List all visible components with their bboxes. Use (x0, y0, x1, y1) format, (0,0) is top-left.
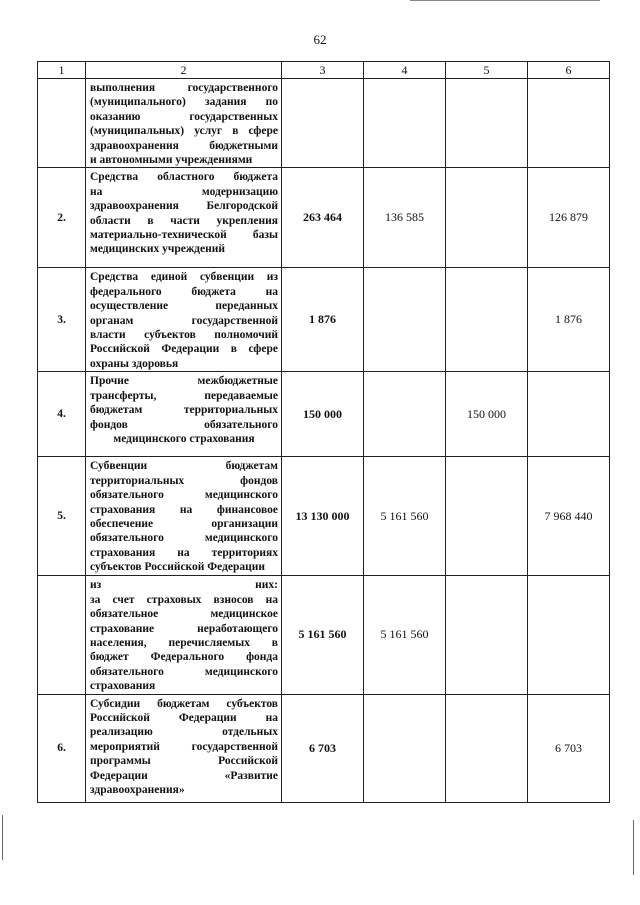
description-line: органам государственной (90, 314, 278, 327)
row-number: 6. (38, 694, 86, 802)
value-cell-col-6 (528, 79, 610, 168)
row-description (86, 79, 282, 168)
description-line: Средства единой субвенции из (90, 271, 278, 284)
table-header-row (38, 62, 610, 79)
column-header: 4 (364, 62, 446, 79)
description-line: и автономными учреждениями (90, 154, 253, 167)
description-line: обязательного медицинского (90, 489, 278, 502)
value-cell-col-6 (528, 372, 610, 457)
description-line: обязательное медицинское (90, 608, 278, 621)
value-cell-col-5 (446, 79, 528, 168)
description-line: за счет страховых взносов на (90, 593, 278, 606)
value-cell-col-4 (364, 694, 446, 802)
table-row (38, 372, 610, 457)
description-line: Прочие межбюджетные (90, 375, 278, 388)
description-line: фондов обязательного (90, 418, 278, 431)
row-number (38, 79, 86, 168)
row-description (86, 576, 282, 694)
description-line: населения, перечисляемых в (90, 636, 278, 649)
value-cell-col-3: 1 876 (282, 268, 364, 372)
description-line: территориальных фондов (90, 474, 278, 487)
value-cell-col-5: 150 000 (446, 372, 528, 457)
value-cell-col-6: 6 703 (528, 694, 610, 802)
description-line: выполнения государственного (90, 82, 278, 94)
description-line: программы Российской (90, 755, 278, 768)
row-number (38, 576, 86, 694)
description-line: Субвенции бюджетам (90, 460, 278, 473)
value-cell-col-4 (364, 372, 446, 457)
scan-edge-mark (633, 820, 634, 875)
description-line: Российской Федерации на (90, 711, 278, 724)
description-line: федерального бюджета на (90, 285, 278, 298)
column-header: 6 (528, 62, 610, 79)
value-cell-col-6: 1 876 (528, 268, 610, 372)
description-line: охраны здоровья (90, 357, 179, 370)
description-line: трансферты, передаваемые (90, 389, 278, 402)
description-line: здравоохранения Белгородской (90, 200, 278, 213)
table-row (38, 694, 610, 802)
description-line: бюджет Федерального фонда (90, 651, 278, 664)
description-line: власти субъектов полномочий (90, 329, 278, 342)
budget-table (37, 61, 610, 803)
description-line: обязательного медицинского (90, 532, 278, 545)
value-cell-col-6 (528, 576, 610, 694)
row-description (86, 372, 282, 457)
column-header: 3 (282, 62, 364, 79)
column-header: 2 (86, 62, 282, 79)
table-row (38, 79, 610, 168)
value-cell-col-3: 5 161 560 (282, 576, 364, 694)
value-cell-col-4 (364, 268, 446, 372)
row-number: 2. (38, 168, 86, 268)
description-line: из них: (90, 579, 278, 592)
description-line: Средства областного бюджета (90, 171, 278, 184)
description-line: реализацию отдельных (90, 726, 278, 739)
value-cell-col-6: 7 968 440 (528, 457, 610, 576)
row-number: 5. (38, 457, 86, 576)
value-cell-col-3 (282, 79, 364, 168)
description-line: здравоохранения бюджетными (90, 139, 278, 152)
description-line: бюджетам территориальных (90, 404, 278, 417)
table-row (38, 576, 610, 694)
value-cell-col-4: 136 585 (364, 168, 446, 268)
row-number: 4. (38, 372, 86, 457)
value-cell-col-3: 13 130 000 (282, 457, 364, 576)
description-line: медицинского страхования (113, 432, 255, 445)
description-line: (муниципальных) услуг в сфере (90, 125, 278, 138)
description-line: Российской Федерации в сфере (90, 343, 278, 356)
value-cell-col-5 (446, 457, 528, 576)
value-cell-col-4 (364, 79, 446, 168)
row-description (86, 694, 282, 802)
row-number: 3. (38, 268, 86, 372)
description-line: страхования на финансовое (90, 503, 278, 516)
description-line: области в части укрепления (90, 214, 278, 227)
description-line: здравоохранения» (90, 783, 185, 796)
description-line: оказанию государственных (90, 110, 278, 123)
scan-edge-mark (410, 0, 600, 1)
description-line: (муниципального) задания по (90, 96, 278, 109)
description-line: страхования на территориях (90, 546, 278, 559)
description-line: обязательного медицинского (90, 665, 278, 678)
value-cell-col-4: 5 161 560 (364, 457, 446, 576)
description-line: страхование неработающего (90, 622, 278, 635)
row-description (86, 168, 282, 268)
row-description (86, 457, 282, 576)
table-row (38, 168, 610, 268)
description-line: осуществление переданных (90, 300, 278, 313)
value-cell-col-5 (446, 576, 528, 694)
description-line: субъектов Российской Федерации (90, 561, 266, 574)
description-line: на модернизацию (90, 185, 278, 198)
column-header: 1 (38, 62, 86, 79)
description-line: обеспечение организации (90, 517, 278, 530)
row-description (86, 268, 282, 372)
value-cell-col-3: 6 703 (282, 694, 364, 802)
value-cell-col-3: 150 000 (282, 372, 364, 457)
value-cell-col-6: 126 879 (528, 168, 610, 268)
table-row (38, 268, 610, 372)
description-line: мероприятий государственной (90, 740, 278, 753)
description-line: медицинских учреждений (90, 243, 225, 256)
value-cell-col-5 (446, 168, 528, 268)
table-row (38, 457, 610, 576)
value-cell-col-4: 5 161 560 (364, 576, 446, 694)
value-cell-col-5 (446, 268, 528, 372)
description-line: материально-технической базы (90, 229, 278, 242)
column-header: 5 (446, 62, 528, 79)
value-cell-col-5 (446, 694, 528, 802)
description-line: страхования (90, 680, 156, 693)
description-line: Субсидии бюджетам субъектов (90, 697, 278, 710)
description-line: Федерации «Развитие (90, 769, 278, 782)
scan-edge-mark (2, 815, 3, 860)
page-number: 62 (313, 32, 327, 47)
value-cell-col-3: 263 464 (282, 168, 364, 268)
